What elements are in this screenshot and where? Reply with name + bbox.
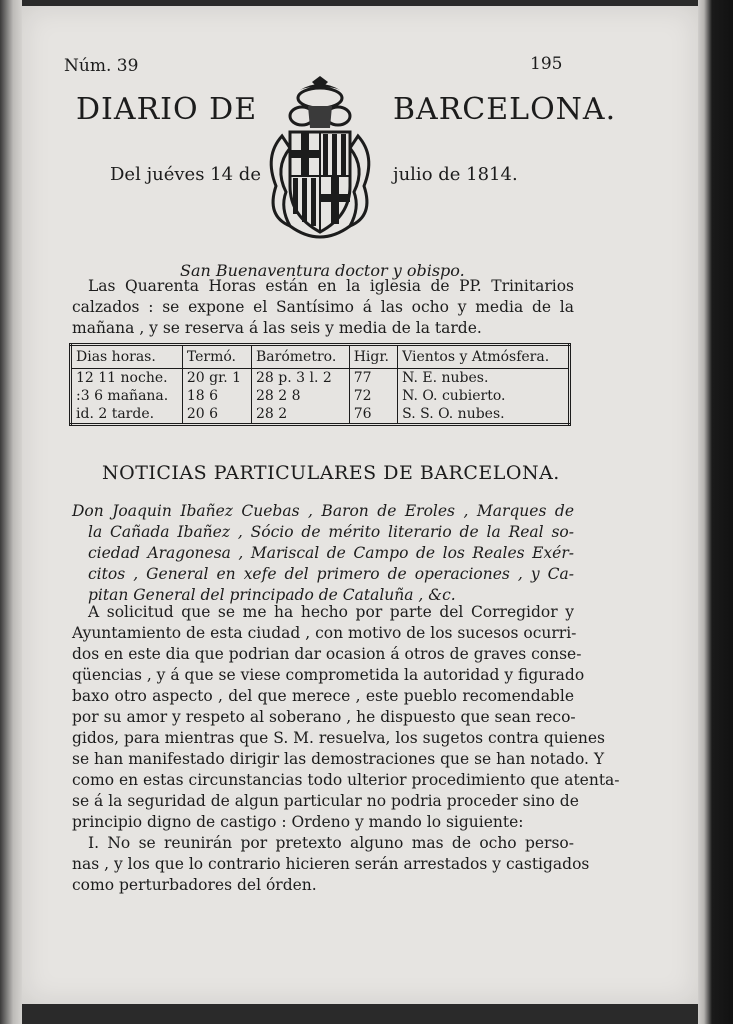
- text-line: mañana , y se reserva á las seis y media de la tarde.: [72, 319, 482, 337]
- table-header-row: [71, 345, 570, 369]
- text-line: la Cañada Ibañez , Sócio de mérito literario de la Real so-: [88, 523, 574, 541]
- page-number: 195: [530, 54, 563, 74]
- column-header: Termó.: [182, 345, 251, 369]
- table-cell: 18 6: [182, 387, 251, 405]
- column-header: Dias horas.: [71, 345, 183, 369]
- text-line: baxo otro aspecto , del que merece , este pueblo recomendable: [72, 687, 574, 705]
- weather-table: [69, 343, 571, 426]
- table-cell: 77: [349, 369, 397, 388]
- decree-body: [72, 602, 620, 896]
- table-cell: N. E. nubes.: [398, 369, 570, 388]
- text-line: nas , y los que lo contrario hicieren serán arrestados y castigados: [72, 855, 590, 873]
- text-line: se á la seguridad de algun particular no podria proceder sino de: [72, 792, 579, 810]
- text-line: Don Joaquin Ibañez Cuebas , Baron de Eroles , Marques de: [72, 502, 574, 520]
- text-line: dos en este dia que podrian dar ocasion á otros de graves conse-: [72, 645, 582, 663]
- table-row: [71, 387, 570, 405]
- table-cell: 28 2: [252, 405, 350, 425]
- table-cell: 20 6: [182, 405, 251, 425]
- text-line: I. No se reunirán por pretexto alguno mas de ocho perso-: [88, 834, 574, 852]
- text-line: calzados : se expone el Santísimo á las ocho y media de la: [72, 298, 574, 316]
- binding-edge: [0, 0, 22, 1024]
- issue-date-prefix: Del juéves 14 de: [110, 164, 261, 185]
- text-line: como en estas circunstancias todo ulterior procedimiento que atenta-: [72, 771, 620, 789]
- masthead-right: BARCELONA.: [393, 92, 617, 127]
- text-line: citos , General en xefe del primero de operaciones , y Ca-: [88, 565, 574, 583]
- column-header: Higr.: [349, 345, 397, 369]
- text-line: principio digno de castigo : Ordeno y mando lo siguiente:: [72, 813, 524, 831]
- text-line: Las Quarenta Horas están en la iglesia de PP. Trinitarios: [88, 277, 574, 295]
- table-cell: 12 11 noche.: [76, 370, 168, 386]
- text-line: gidos, para mientras que S. M. resuelva, los sugetos contra quienes: [72, 729, 605, 747]
- section-heading: NOTICIAS PARTICULARES DE BARCELONA.: [102, 462, 560, 484]
- text-line: ciedad Aragonesa , Mariscal de Campo de los Reales Exér-: [88, 544, 574, 562]
- newspaper-page: [22, 6, 698, 1004]
- table-cell: 20 gr. 1: [182, 369, 251, 388]
- table-cell: id. 2 tarde.: [76, 406, 155, 422]
- table-row: [71, 369, 570, 388]
- saint-of-day: San Buenaventura doctor y obispo.: [180, 261, 465, 280]
- text-line: A solicitud que se me ha hecho por parte del Corregidor y: [88, 603, 574, 621]
- forty-hours-notice: [72, 276, 574, 339]
- table-cell: S. S. O. nubes.: [398, 405, 570, 425]
- issue-number: Núm. 39: [64, 56, 139, 76]
- coat-of-arms-icon: [260, 76, 380, 246]
- column-header: Barómetro.: [252, 345, 350, 369]
- text-line: se han manifestado dirigir las demostraciones que se han notado. Y: [72, 750, 605, 768]
- table-row: [71, 405, 570, 425]
- table-cell: :3 6 mañana.: [76, 388, 169, 404]
- table-cell: 72: [349, 387, 397, 405]
- column-header: Vientos y Atmósfera.: [398, 345, 570, 369]
- table-cell: 28 p. 3 l. 2: [252, 369, 350, 388]
- table-cell: 28 2 8: [252, 387, 350, 405]
- table-cell: 76: [349, 405, 397, 425]
- masthead-left: DIARIO DE: [76, 92, 258, 127]
- table-cell: N. O. cubierto.: [398, 387, 570, 405]
- text-line: Ayuntamiento de esta ciudad , con motivo de los sucesos ocurri-: [72, 624, 577, 642]
- issue-date-suffix: julio de 1814.: [393, 164, 518, 185]
- text-line: por su amor y respeto al soberano , he dispuesto que sean reco-: [72, 708, 576, 726]
- page-edge: [698, 0, 733, 1024]
- text-line: como perturbadores del órden.: [72, 876, 317, 894]
- text-line: qüencias , y á que se viese comprometida la autoridad y figurado: [72, 666, 585, 684]
- decree-titles: [72, 501, 574, 606]
- text-line: pitan General del principado de Cataluña , &c.: [88, 586, 456, 604]
